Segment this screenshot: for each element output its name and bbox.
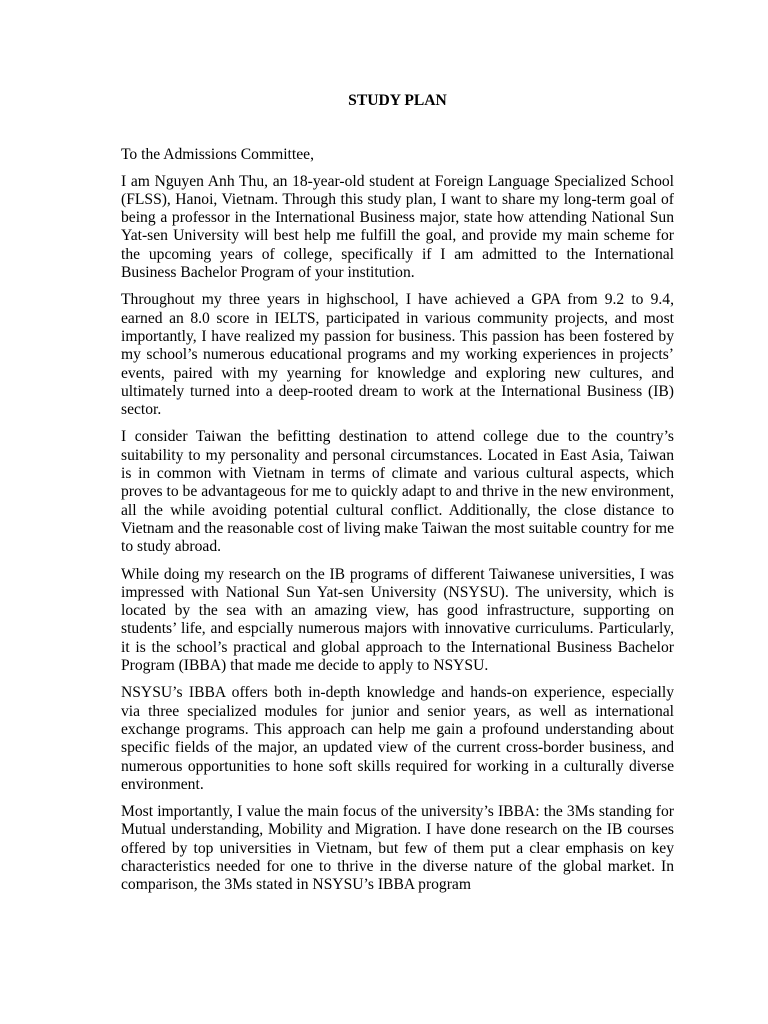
paragraph-background: Throughout my three years in highschool, I have achieved a GPA from 9.2 to 9.4, earned an 8.0 score in IELTS, participated in various community projects, and most importantly, I have realized my passion for business. This passion has been fostered by my school’s numerous educational programs and my working experiences in projects’ events, paired with my yearning for knowledge and exploring new cultures, and ultimately turned into a deep-rooted dream to work at the International Business (IB) sector. bbox=[121, 291, 674, 419]
document-body bbox=[121, 92, 674, 904]
paragraph-3ms: Most importantly, I value the main focus of the university’s IBBA: the 3Ms standing for Mutual understanding, Mobility and Migration. I have done research on the IB courses offered by top universities in Vietnam, but few of them put a clear emphasis on key characteristics needed for one to thrive in the diverse nature of the global market. In comparison, the 3Ms stated in NSYSU’s IBBA program bbox=[121, 803, 674, 894]
paragraph-taiwan: I consider Taiwan the befitting destination to attend college due to the country’s suitability to my personality and personal circumstances. Located in East Asia, Taiwan is in common with Vietnam in terms of climate and various cultural aspects, which proves to be advantageous for me to quickly adapt to and thrive in the new environment, all the while avoiding potential cultural conflict. Additionally, the close distance to Vietnam and the reasonable cost of living make Taiwan the most suitable country for me to study abroad. bbox=[121, 428, 674, 556]
salutation: To the Admissions Committee, bbox=[121, 146, 314, 164]
paragraph-introduction: I am Nguyen Anh Thu, an 18-year-old student at Foreign Language Specialized School (FLSS), Hanoi, Vietnam. Through this study plan, I want to share my long-term goal of being a professor in the International Business major, state how attending National Sun Yat-sen University will best help me fulfill the goal, and provide my main scheme for the upcoming years of college, specifically if I am admitted to the International Business Bachelor Program of your institution. bbox=[121, 172, 674, 282]
paragraph-nsysu: While doing my research on the IB programs of different Taiwanese universities, I was impressed with National Sun Yat-sen University (NSYSU). The university, which is located by the sea with an amazing view, has good infrastructure, supporting on students’ life, and espcially numerous majors with innovative curriculums. Particularly, it is the school’s practical and global approach to the International Business Bachelor Program (IBBA) that made me decide to apply to NSYSU. bbox=[121, 565, 674, 675]
paragraph-ibba: NSYSU’s IBBA offers both in-depth knowledge and hands-on experience, especially via three specialized modules for junior and senior years, as well as international exchange programs. This approach can help me gain a profound understanding about specific fields of the major, an updated view of the current cross-border business, and numerous opportunities to hone soft skills required for working in a culturally diverse environment. bbox=[121, 684, 674, 793]
document-title: STUDY PLAN bbox=[348, 92, 447, 109]
